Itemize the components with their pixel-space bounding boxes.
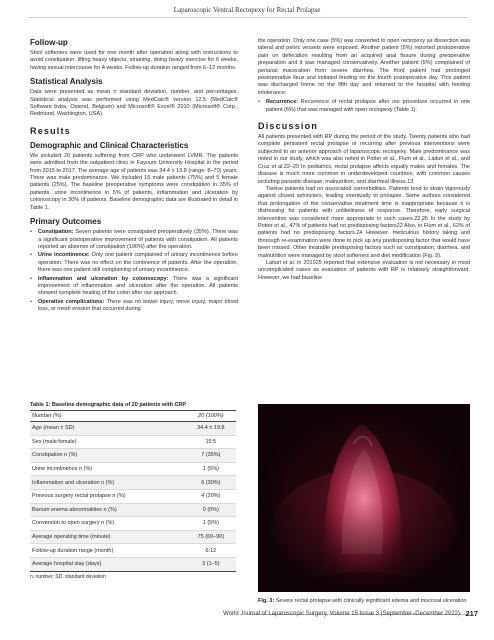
table-cell: 1 (5%) — [186, 462, 236, 476]
table-title: Table 1: Baseline demographic data of 20 patients with CRP — [30, 402, 187, 408]
table-cell: Average hospital stay (days) — [30, 557, 186, 571]
table-row — [30, 435, 236, 449]
baseline-table — [30, 410, 236, 572]
rectal-prolapse-photo — [258, 404, 470, 592]
table-row — [30, 503, 236, 517]
table-header-row — [30, 411, 236, 422]
statistical-analysis-heading: Statistical Analysis — [30, 77, 103, 87]
table-cell: Follow-up duration range (month) — [30, 544, 186, 558]
table-cell: 7 (35%) — [186, 449, 236, 463]
table-cell: Previous surgery rectal prolapse n (%) — [30, 489, 186, 503]
outcome-label: Operative complications: — [38, 298, 105, 305]
discussion-paragraph-2: Twelve patients had no associated comorbidities. Patients tend to strain vigorously against closed sphincters, leading eventually to prolapse. Some authors considered that prolongation of the conservative treatment time is inappropriate because it is distressing for patients with unlikeliness of response. Therefore, early surgical intervention was considered more appropriate in such cases.22,26 In the study by Potter et al., 47% of patients had no predisposing factors22 Also, in Flum et al., 62% of patients had no predisposing factors.24 However, meticulous history taking and thorough re-examination were done to pick up any predisposing factor that would have been missed. Other treatable predisposing factors such as constipation, diarrhea, and malnutrition were managed by stool softeners and diet modification (Fig. 3). — [258, 185, 470, 259]
outcome-label: Urine incontinence: — [38, 252, 90, 259]
table-cell: Average operating time (minute) — [30, 530, 186, 544]
table-cell: 34.4 ± 19.8 — [186, 422, 236, 436]
table-row — [30, 544, 236, 558]
table-row — [30, 462, 236, 476]
outcome-item-urine-incontinence — [30, 252, 238, 274]
table-row — [30, 449, 236, 463]
outcome-text: Seven patients were constipated preoperatively (35%). There was a significant postoperative improvement of patients with constipation. All patients reported an absence of constipation (100%) after the operation. — [38, 229, 238, 250]
table-header-cell: 20 (100%) — [198, 413, 224, 419]
discussion-paragraph-1: All patients presented with RP during the period of the study. Twenty patients who had complete persistent rectal prolapse or recurring after previous interventions were subjected to an anterior approach of laparoscopic rectopexy. Male predominance was noted in our study, which was also noted in Potter et al., Flum et al., Laituri et al., and Cruz et al.22–25 In pediatrics, rectal prolapse affects equally males and females. The disease is much more common in underdeveloped countries, with common causes including parasitic disease, malnutrition, and diarrheal illness.13 — [258, 134, 470, 185]
journal-citation: World Journal of Laparoscopic Surgery, Volume 15 Issue 3 (September–December 2022) — [223, 611, 460, 617]
table-cell: Sex (male:female) — [30, 435, 186, 449]
recurrence-list — [258, 99, 470, 114]
running-head: Laparoscopic Ventral Rectopexy for Rectal Prolapse — [173, 6, 321, 14]
left-column — [30, 38, 238, 315]
table-row — [30, 557, 236, 571]
outcome-label: Inflammation and ulceration by colonoscopy: — [38, 275, 169, 282]
outcome-item-inflammation — [30, 276, 238, 298]
table-row — [30, 489, 236, 503]
discussion-paragraph-3: Laituri et al. in 201025 reported that extensive evaluation is not necessary in most uncomplicated cases as evaluation of patients with RP is relatively straightforward. However, we had baseline — [258, 259, 470, 281]
table-header-cell: Number (%) — [32, 413, 62, 419]
table-cell: Age (mean ± SD) — [30, 422, 186, 436]
table-cell: 3 (1–5) — [186, 557, 236, 571]
table-1 — [30, 402, 236, 580]
table-cell: 4 (20%) — [186, 489, 236, 503]
table-cell: 75 (60–90) — [186, 530, 236, 544]
primary-outcomes-list — [30, 229, 238, 313]
table-cell: 1 (5%) — [186, 517, 236, 531]
outcome-item-constipation — [30, 229, 238, 251]
figure-caption-text: Severe rectal prolapse with clinically significant edema and mucosal ulceration — [274, 598, 467, 604]
outcome-text: Only one patient complained of urinary incontinence before operation. There was no effect on the continence of patients. After the operation, there was one patient still complaining of urinary incontinence. — [38, 252, 239, 274]
table-cell: 15:5 — [186, 435, 236, 449]
clinical-photo-figure — [258, 404, 470, 592]
primary-outcomes-heading: Primary Outcomes — [30, 217, 102, 227]
figure-label: Fig. 3: — [258, 598, 275, 604]
outcome-text: There was no bowel injury, nerve injury, major blood loss, or mesh erosion that occurred during — [38, 298, 238, 313]
table-cell: 6 (30%) — [186, 476, 236, 490]
table-cell: Inflammation and ulceration n (%) — [30, 476, 186, 490]
outcome-text: There was a significant improvement of inflammation and ulceration after the operation. All patients showed complete healing of the colon after our approach. — [38, 275, 238, 297]
discussion-heading: Discussion — [258, 121, 319, 132]
followup-paragraph: Stool softeners were used for one month after operation along with instructions to avoid constipation, lifting heavy objects, straining, doing heavy exercise for 6 weeks, having sexual intercourse for 4 weeks. Follow-up duration ranged from 6–12 months. — [30, 50, 238, 71]
table-row — [30, 517, 236, 531]
outcome-item-operative-complications — [30, 299, 238, 314]
followup-heading: Follow-up — [30, 38, 68, 47]
outcome-label: Recurrence: — [266, 99, 299, 106]
outcome-label: Constipation: — [38, 229, 74, 236]
table-cell: 6:12 — [186, 544, 236, 558]
page-number: 217 — [465, 609, 478, 618]
table-cell: 0 (0%) — [186, 503, 236, 517]
header-rule — [28, 17, 468, 18]
page-footer — [0, 606, 494, 618]
table-row — [30, 530, 236, 544]
table-row — [30, 476, 236, 490]
results-heading: Results — [30, 125, 71, 136]
table-cell: Urine incontinence n (%) — [30, 462, 186, 476]
demographic-heading: Demographic and Clinical Characteristics — [30, 140, 189, 150]
table-cell: Conversion to open surgery n (%) — [30, 517, 186, 531]
table-row — [30, 422, 236, 436]
outcome-item-recurrence — [258, 99, 470, 114]
table-cell: Barium enema abnormalities n (%) — [30, 503, 186, 517]
table-cell: Constipation n (%) — [30, 449, 186, 463]
statistical-analysis-paragraph: Data were presented as mean ± standard deviation, number, and percentages. Statistical analysis was performed using MedCalc® version 12.5 (MedCalc® Software bvba, Ostend, Belgium) and Microsoft® Excel® 2010 (Microsoft® Corp., Redmond, Washington, USA). — [30, 89, 238, 118]
demographic-paragraph: We included 20 patients suffering from CRP who underwent LVMR. The patients were admitted from the outpatient clinic in Fayoum University Hospital in the period from 2015 to 2017. The average age of patients was 34.4 ± 19.8 (range: 8–70) years. There was male predominance. We included 15 male patients (75%) and 5 female patients (25%). The baseline preoperative symptoms were constipation in 35% of patients, urine incontinence in 5% of patients, inflammation and ulceration by colonoscopy in 30% of patients. Baseline demographic data are illustrated in detail in Table 1. — [30, 152, 238, 211]
figure-caption — [258, 598, 470, 605]
outcome-text: Recurrence of rectal prolapse after our procedure occurred in one patient (5%) that was managed with open rectopexy (Table 1). — [266, 99, 470, 113]
right-column — [258, 38, 470, 282]
table-footnote: n, number; SD, standard deviation — [30, 573, 106, 580]
complications-continued-paragraph: the operation. Only one case (5%) was converted to open rectopexy as dissection was lateral and pelvic vessels were exposed. Another patient (5%) reported postoperative pain on defecation resulting from an acquired anal fissure during preoperative preparation and it was managed conservatively. Another patient (5%) complained of perianal maceration from severe diarrhea. The third patient had prolonged postoperative ileus and initiated feeding on the fourth postoperative day. This patient was discharged home on the fifth day and returned to the hospital with feeding intolerance. — [258, 38, 470, 96]
